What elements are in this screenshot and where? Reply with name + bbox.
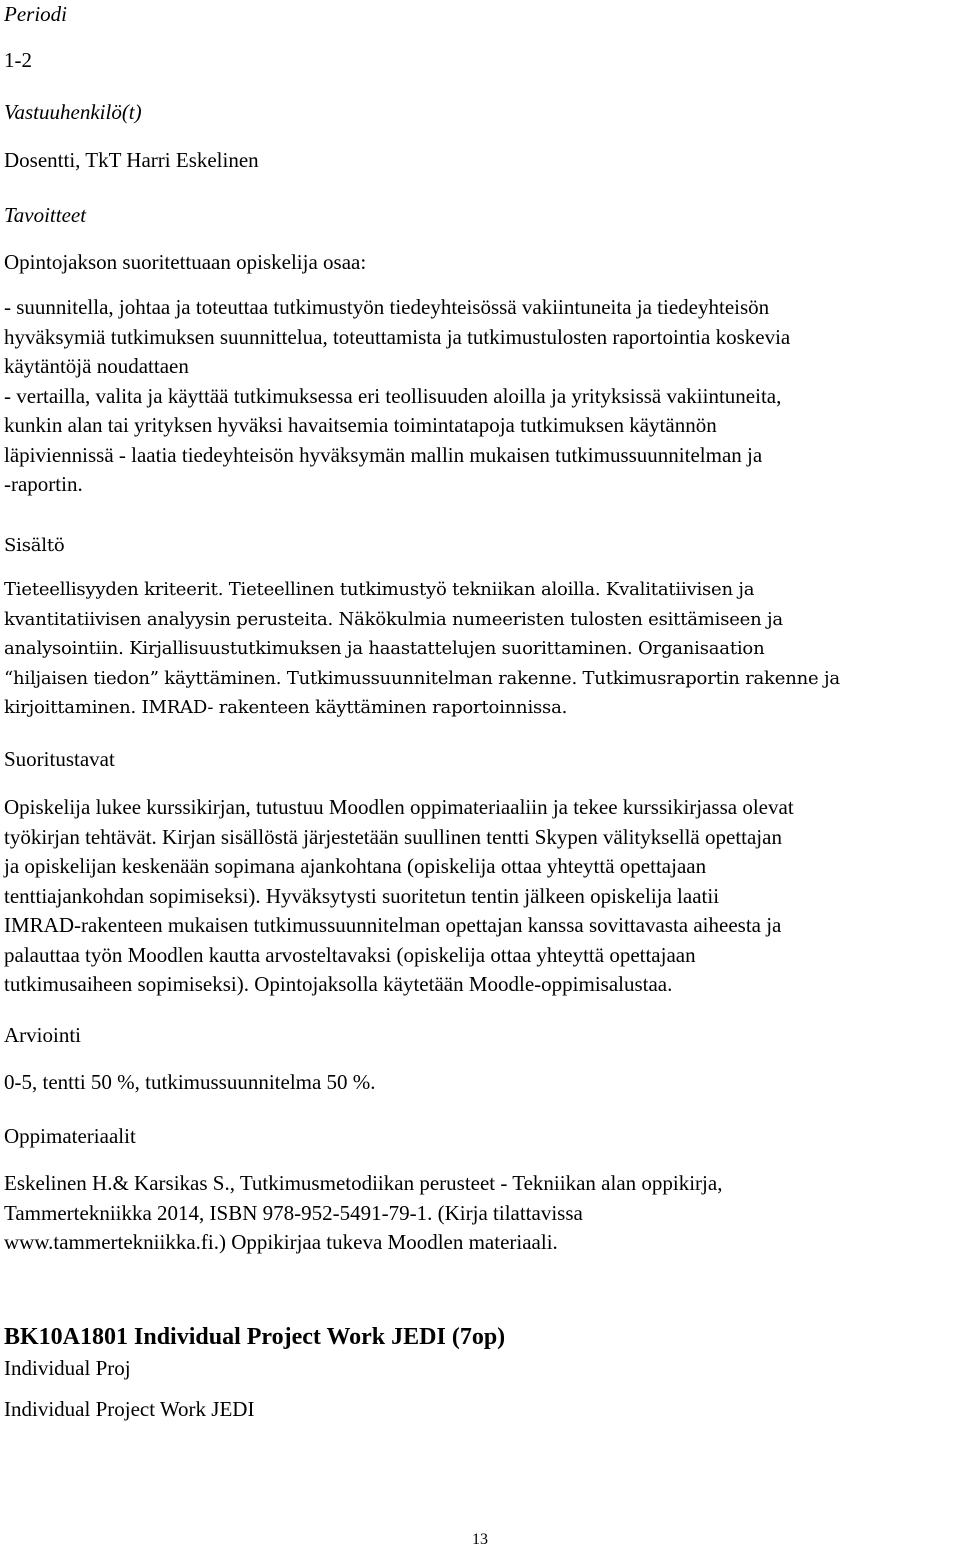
- text-line: kunkin alan tai yrityksen hyväksi havaitsemia toimintatapoja tutkimuksen käytännön: [4, 413, 717, 437]
- text-line: ja opiskelijan keskenään sopimana ajankohtana (opiskelija ottaa yhteyttä opettajaan: [4, 854, 707, 878]
- periodi-value: 1-2: [4, 48, 32, 72]
- tavoitteet-intro: Opintojakson suoritettuaan opiskelija osaa:: [4, 250, 367, 274]
- text-line: Eskelinen H.& Karsikas S., Tutkimusmetodiikan perusteet - Tekniikan alan oppikirja,: [4, 1171, 723, 1195]
- text-line: -raportin.: [4, 472, 83, 496]
- text-line: läpiviennissä - laatia tiedeyhteisön hyväksymän mallin mukaisen tutkimussuunnitelman ja: [4, 442, 763, 467]
- text-line: - suunnitella, johtaa ja toteuttaa tutkimustyön tiedeyhteisössä vakiintuneita ja tiedeyhteisön: [4, 295, 770, 319]
- course-short-name: Individual Proj: [4, 1356, 131, 1380]
- arviointi-value: 0-5, tentti 50 %, tutkimussuunnitelma 50 %.: [4, 1070, 376, 1094]
- vastuuhenkilot-value: Dosentti, TkT Harri Eskelinen: [4, 148, 259, 172]
- text-line: tutkimusaiheen sopimiseksi). Opintojaksolla käytetään Moodle-oppimisalustaa.: [4, 972, 673, 996]
- sisalto-text: [4, 575, 950, 723]
- text-line: Opiskelija lukee kurssikirjan, tutustuu Moodlen oppimateriaaliin ja tekee kurssikirjassa olevat: [4, 795, 794, 819]
- text-line: tenttiajankohdan sopimiseksi). Hyväksytysti suoritetun tentin jälkeen opiskelija laatii: [4, 883, 720, 908]
- arviointi-heading: Arviointi: [4, 1023, 81, 1047]
- text-line: www.tammertekniikka.fi.) Oppikirjaa tukeva Moodlen materiaali.: [4, 1230, 558, 1254]
- text-line: käytäntöjä noudattaen: [4, 354, 189, 378]
- text-line: Tammertekniikka 2014, ISBN 978-952-5491-79-1. (Kirja tilattavissa: [4, 1200, 583, 1225]
- sisalto-heading: Sisältö: [4, 535, 65, 556]
- vastuuhenkilot-heading: Vastuuhenkilö(t): [4, 100, 142, 124]
- text-line: kvantitatiivisen analyysin perusteita. Näkökulmia numeeristen tulosten esittämiseen ja: [4, 608, 783, 630]
- text-line: IMRAD-rakenteen mukaisen tutkimussuunnitelman opettajan kanssa sovittavasta aiheesta ja: [4, 913, 782, 937]
- periodi-heading: Periodi: [4, 2, 67, 26]
- page-number: 13: [472, 1531, 488, 1548]
- oppimateriaalit-heading: Oppimateriaalit: [4, 1124, 136, 1148]
- suoritustavat-text: [4, 793, 950, 1000]
- text-line: analysointiin. Kirjallisuustutkimuksen ja haastattelujen suorittaminen. Organisaation: [4, 638, 765, 659]
- text-line: hyväksymiä tutkimuksen suunnittelua, toteuttamista ja tutkimustulosten raportointia koskevia: [4, 324, 791, 349]
- text-line: Tieteellisyyden kriteerit. Tieteellinen tutkimustyö tekniikan aloilla. Kvalitatiivisen ja: [4, 579, 755, 600]
- text-line: “hiljaisen tiedon” käyttäminen. Tutkimussuunnitelman rakenne. Tutkimusraportin rakenne ja: [4, 667, 840, 689]
- text-line: kirjoittaminen. IMRAD- rakenteen käyttäminen raportoinnissa.: [4, 697, 568, 718]
- tavoitteet-text: [4, 293, 950, 500]
- suoritustavat-heading: Suoritustavat: [4, 747, 115, 771]
- text-line: - vertailla, valita ja käyttää tutkimuksessa eri teollisuuden aloilla ja yrityksissä vakiintuneita,: [4, 383, 782, 408]
- oppimateriaalit-text: [4, 1169, 950, 1258]
- course-full-name: Individual Project Work JEDI: [4, 1397, 255, 1421]
- course-title: BK10A1801 Individual Project Work JEDI (7op): [4, 1324, 506, 1350]
- text-line: työkirjan tehtävät. Kirjan sisällöstä järjestetään suullinen tentti Skypen välityksellä opettajan: [4, 824, 782, 849]
- text-line: palauttaa työn Moodlen kautta arvosteltavaksi (opiskelija ottaa yhteyttä opettajaan: [4, 942, 696, 967]
- tavoitteet-heading: Tavoitteet: [4, 203, 87, 227]
